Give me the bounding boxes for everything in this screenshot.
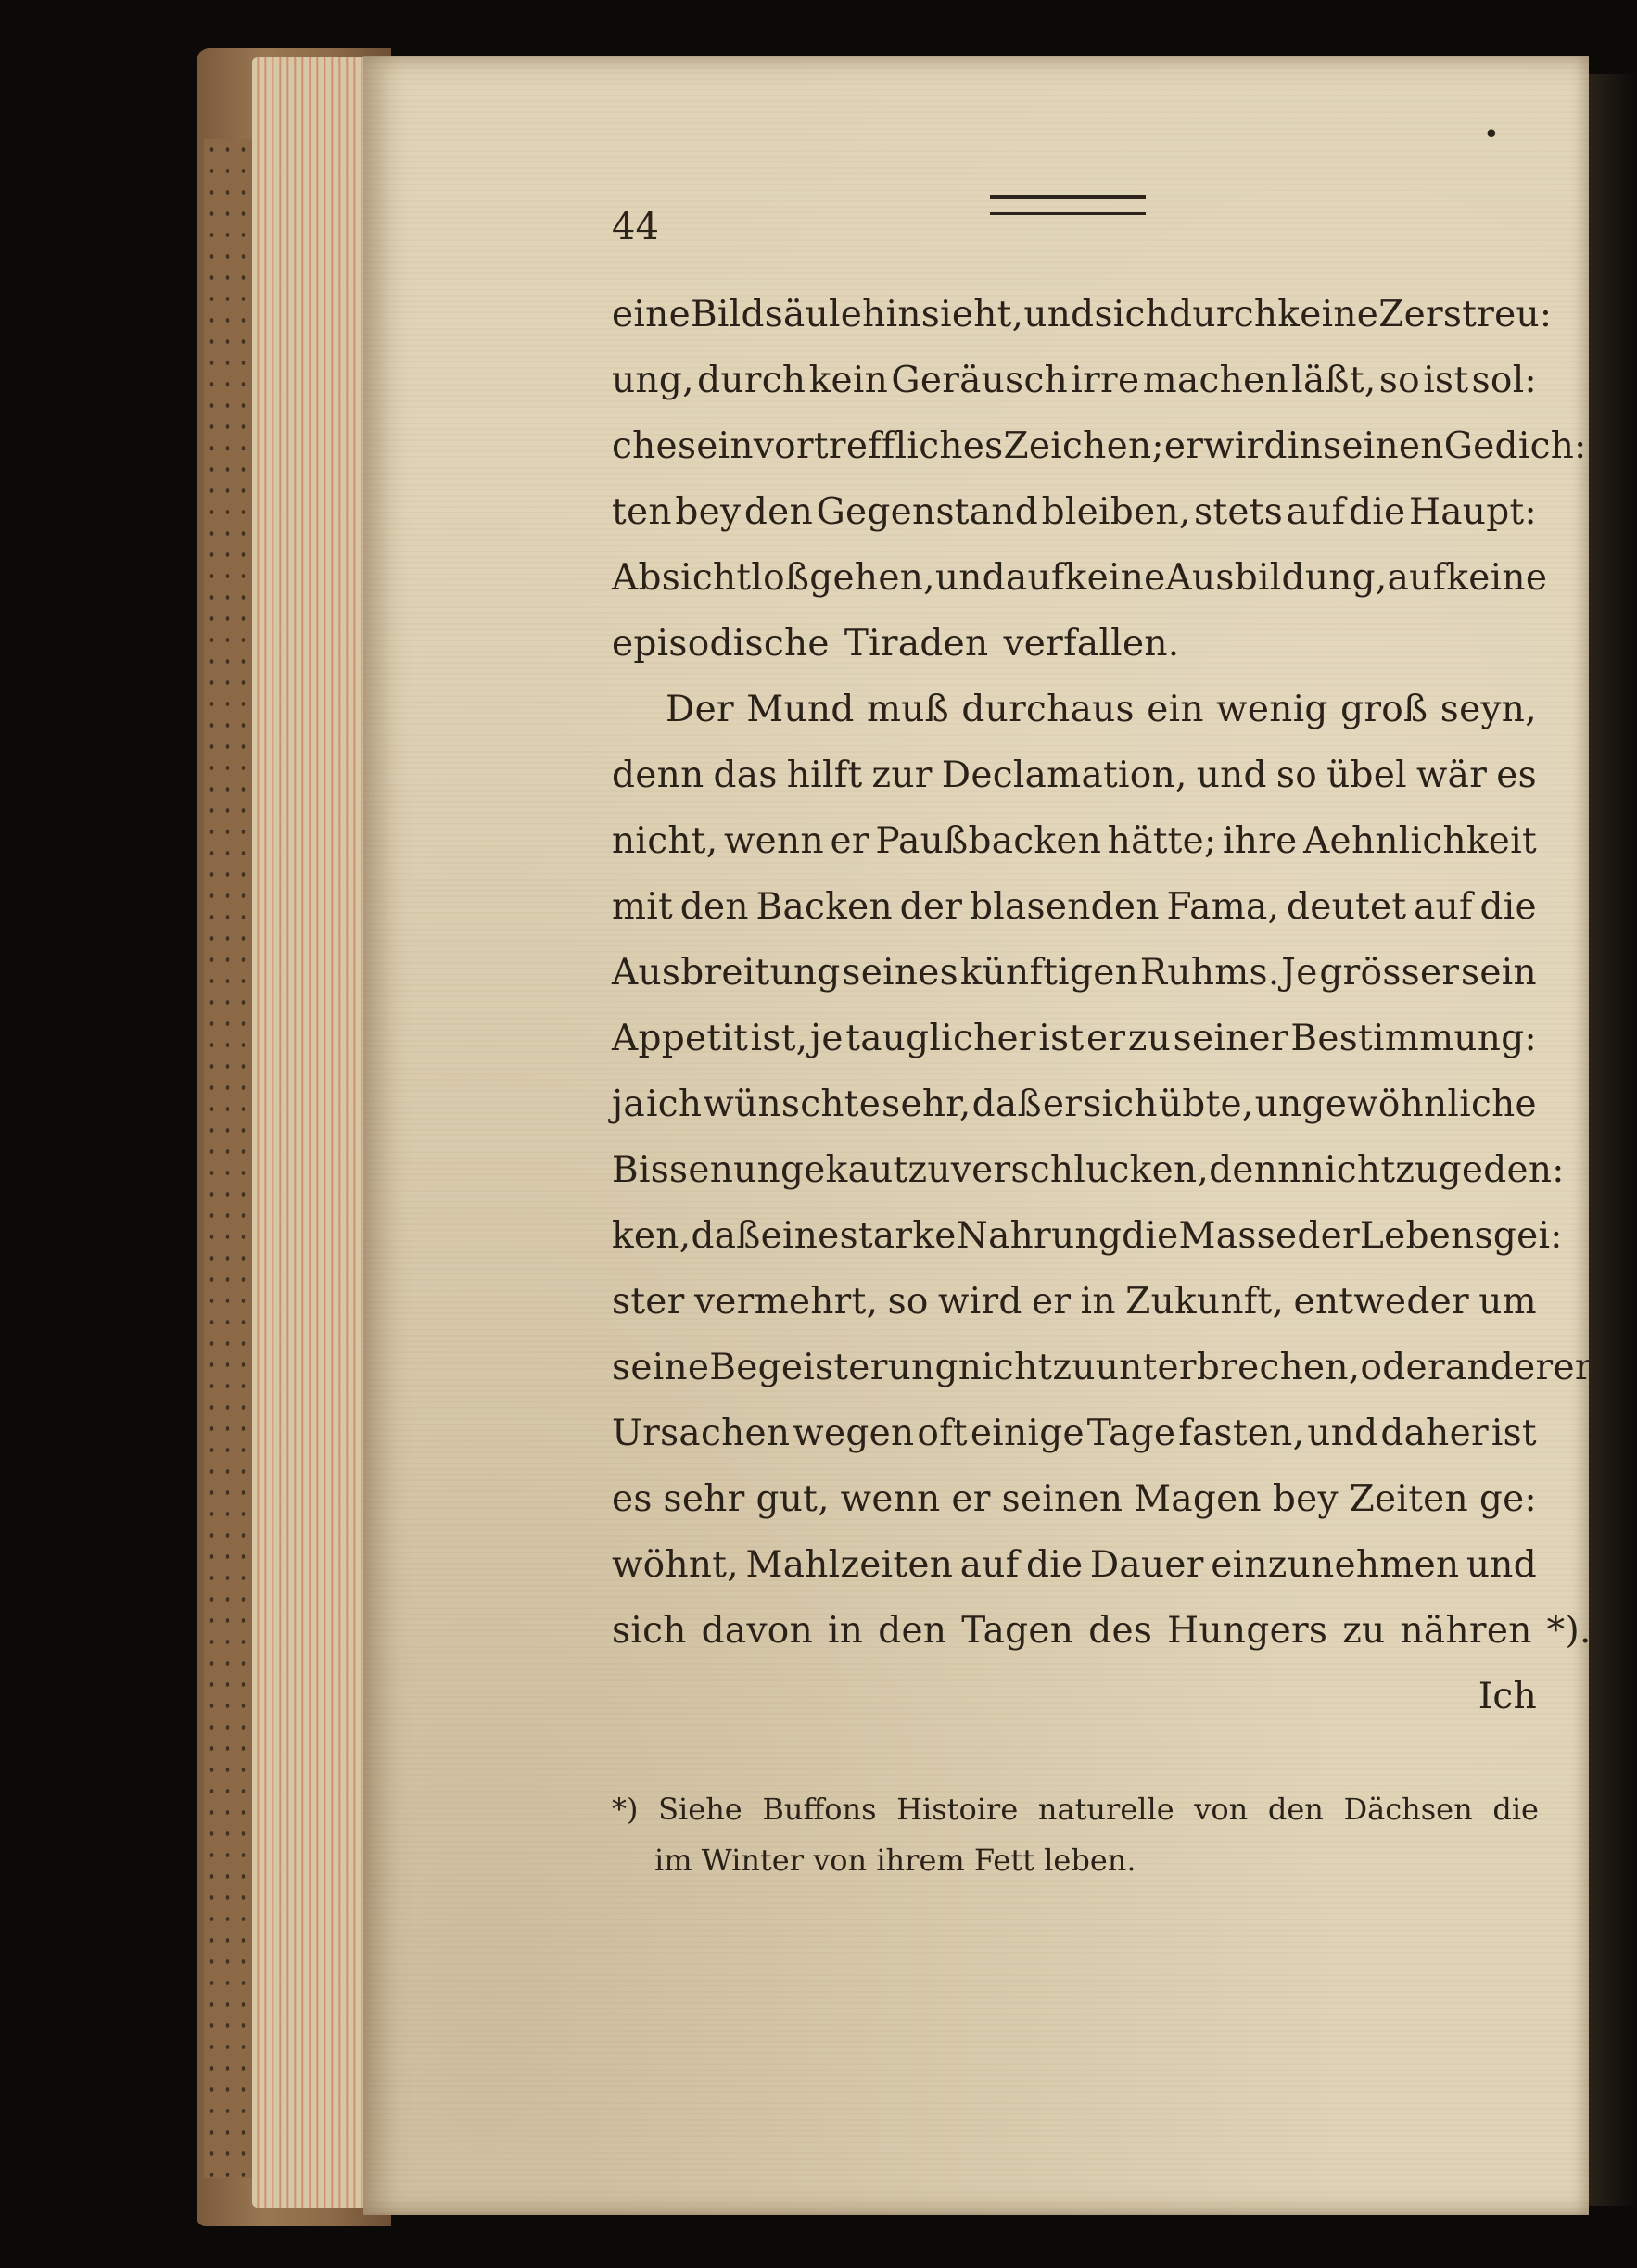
text-line: seine Begeisterung nicht zu unterbrechen, oder anderer <box>612 1347 1593 1388</box>
text-line: nicht, wenn er Paußbacken hätte; ihre Aehnlichkeit <box>612 820 1537 862</box>
marbled-board <box>204 139 255 2178</box>
text-line: Absicht loßgehen, und auf keine Ausbildung, auf keine <box>612 557 1548 599</box>
text-line: ten bey den Gegenstand bleiben, stets auf die Haupt: <box>612 491 1537 533</box>
text-line: ken, daß eine starke Nahrung die Masse der Lebensgei: <box>612 1215 1563 1257</box>
text-line: eine Bildsäule hinsieht, und sich durch keine Zerstreu: <box>612 294 1553 336</box>
text-line: ches ein vortreffliches Zeichen; er wird in seinen Gedich: <box>612 425 1587 467</box>
header-rule <box>990 195 1146 215</box>
text-line: ja ich wünschte sehr, daß er sich übte, ungewöhnliche <box>612 1083 1537 1125</box>
marginal-mark: • <box>1483 119 1500 151</box>
footnote-line: im Winter von ihrem Fett leben. <box>654 1843 1136 1878</box>
text-line: ster vermehrt, so wird er in Zukunft, entweder um <box>612 1281 1537 1323</box>
footnote-line: *) Siehe Buffons Histoire naturelle von den Dächsen die <box>612 1792 1539 1827</box>
text-line: wöhnt, Mahlzeiten auf die Dauer einzunehmen und <box>612 1544 1537 1586</box>
text-line: Bissen ungekaut zu verschlucken, denn nicht zu geden: <box>612 1149 1565 1191</box>
body-text <box>612 282 1593 1717</box>
page-edges-stack <box>252 57 382 2208</box>
text-line: Appetit ist, je tauglicher ist er zu seiner Bestimmung: <box>612 1018 1537 1059</box>
text-line: sich davon in den Tagen des Hungers zu nähren *). <box>612 1610 1592 1652</box>
text-line: Ausbreitung seines künftigen Ruhms. Je grösser sein <box>612 952 1537 994</box>
text-line: ung, durch kein Geräusch irre machen läßt, so ist sol: <box>612 360 1537 401</box>
right-shadow <box>1589 74 1637 2206</box>
catchword: Ich <box>1478 1676 1537 1717</box>
text-line: mit den Backen der blasenden Fama, deutet auf die <box>612 886 1537 928</box>
text-line: episodische Tiraden verfallen. <box>612 623 1180 665</box>
footnote <box>612 1784 1539 1886</box>
text-line: Ursachen wegen oft einige Tage fasten, und daher ist <box>612 1413 1537 1454</box>
text-line: es sehr gut, wenn er seinen Magen bey Zeiten ge: <box>612 1478 1537 1520</box>
page-number: 44 <box>612 206 659 248</box>
text-line: Der Mund muß durchaus ein wenig groß seyn, <box>666 689 1537 730</box>
text-line: denn das hilft zur Declamation, und so übel wär es <box>612 754 1537 796</box>
